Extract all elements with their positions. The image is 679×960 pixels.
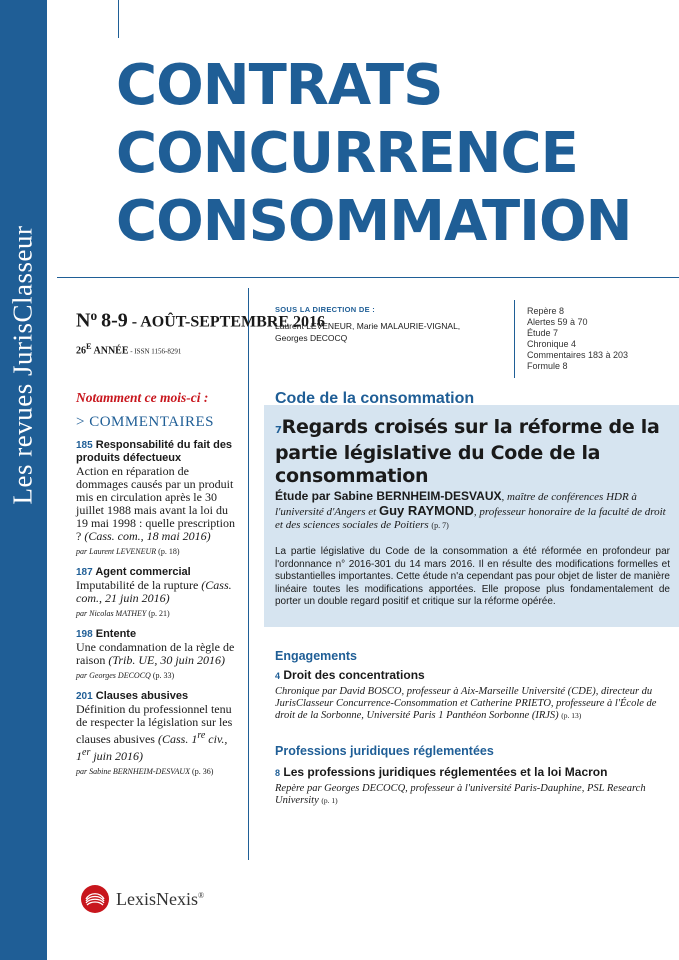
entry-author: par Sabine BERNHEIM-DESVAUX <box>76 767 191 776</box>
feature-author-2: Guy RAYMOND <box>379 503 474 518</box>
contents-item: Étude 7 <box>527 328 559 338</box>
feature-byline: Étude par Sabine BERNHEIM-DESVAUX, maître de conférences HDR à l'université d'Angers et Guy RAYMOND, professeur honoraire de la faculté de droit et des sciences sociales de Poitiers (p. 7) <box>275 489 666 531</box>
commentary-entry <box>76 690 236 776</box>
contents-item: Repère 8 <box>527 306 565 316</box>
highlights-heading: Notamment ce mois-ci : <box>76 390 209 405</box>
feature-section-label: Code de la consommation <box>275 390 475 407</box>
logo-text: LexisNexis® <box>116 888 205 909</box>
contents-list <box>527 306 628 372</box>
entry-page: (p. 36) <box>192 767 214 776</box>
commentaires-heading: > COMMENTAIRES <box>76 414 215 430</box>
highlights-column <box>76 390 236 786</box>
issue-o: o <box>90 308 98 323</box>
professions-heading: Professions juridiques réglementées <box>275 744 494 758</box>
contents-item: Commentaires 183 à 203 <box>527 350 629 360</box>
entry-page: (p. 18) <box>158 547 180 556</box>
entry-title: Entente <box>95 628 137 640</box>
issue-year-prefix: 26 <box>76 345 86 357</box>
engagements-article-body: Chronique par David BOSCO, professeur à Aix-Marseille Université (CDE), directeur du JurisClasseur Concurrence-Consommation et Catherine PRIETO, professeure à l'École de droit de la Sorbonne, Université Paris 1 Panthéon Sorbonne (IRJS) (p. 13) <box>275 686 657 721</box>
commentary-entry <box>76 628 236 680</box>
entry-citation: (Cass. com., 18 mai 2016) <box>84 529 211 543</box>
entry-body: Une condamnation de la règle de raison <box>76 640 235 667</box>
masthead-line-1: CONTRATS <box>116 53 443 118</box>
masthead-line-2: CONCURRENCE <box>116 121 578 186</box>
publisher-logo <box>80 884 204 914</box>
masthead-line-3: CONSOMMATION <box>116 189 632 254</box>
entry-number: 201 <box>76 691 93 702</box>
contents-item: Alertes 59 à 70 <box>527 317 588 327</box>
masthead <box>116 52 631 256</box>
entry-title: Agent commercial <box>95 566 191 578</box>
column-divider <box>248 288 249 860</box>
issue-year-suffix: ANNÉE <box>91 345 129 357</box>
issue-year-sup: E <box>86 342 92 352</box>
entry-citation: (Trib. UE, 30 juin 2016) <box>108 653 225 667</box>
masthead-rule <box>57 277 679 278</box>
lexisnexis-logo-icon <box>80 884 110 914</box>
entry-page: (p. 33) <box>152 671 175 680</box>
direction-names: Laurent LEVENEUR, Marie MALAURIE-VIGNAL, Georges DECOCQ <box>275 321 461 343</box>
professions-article-title: 8 Les professions juridiques réglementées et la loi Macron <box>275 765 608 779</box>
contents-item: Chronique 4 <box>527 339 577 349</box>
top-divider <box>118 0 119 38</box>
engagements-article-title: 4 Droit des concentrations <box>275 668 425 682</box>
entry-citation: (Cass. com., 21 juin 2016) <box>76 578 232 605</box>
contents-divider <box>514 300 515 378</box>
entry-body: Action en réparation de dommages causés par un produit mis en circulation après le 30 juillet 1988 mais avant la loi du 19 mai 1998 : quelle prescription ? <box>76 464 235 543</box>
sidebar-band <box>0 0 47 960</box>
issue-number: 8-9 <box>101 309 128 332</box>
entry-title: Clauses abusives <box>95 690 189 702</box>
professions-article-body: Repère par Georges DECOCQ, professeur à l'université Paris-Dauphine, PSL Research University (p. 1) <box>275 783 646 806</box>
sidebar-title: Les revues JurisClasseur <box>7 225 38 505</box>
entry-number: 185 <box>76 440 93 451</box>
feature-title: 7Regards croisés sur la réforme de la partie législative du Code de la consommation <box>275 416 660 487</box>
entry-body: Définition du professionnel tenu de respecter la législation sur les clauses abusives <box>76 702 233 746</box>
commentary-entry <box>76 566 236 618</box>
feature-page: (p. 7) <box>431 521 449 530</box>
entry-author: par Nicolas MATHEY <box>76 609 147 618</box>
direction-label: SOUS LA DIRECTION DE : <box>275 305 376 314</box>
feature-number: 7 <box>275 425 282 436</box>
editorial-direction <box>275 305 475 344</box>
entry-number: 187 <box>76 567 93 578</box>
entry-number: 198 <box>76 629 93 640</box>
entry-author: par Georges DECOCQ <box>76 671 151 680</box>
issue-period: - AOÛT-SEPTEMBRE 2016 <box>127 313 326 331</box>
entry-page: (p. 21) <box>148 609 170 618</box>
issue-issn: - ISSN 1156-8291 <box>128 347 182 356</box>
engagements-heading: Engagements <box>275 649 357 663</box>
feature-summary: La partie législative du Code de la consommation a été réformée en profondeur par l'ordonnance n° 2016-301 du 14 mars 2016. Il en résulte des modifications formelles et substantielles importantes. Cette étude n'a cependant pas pour objet de lister de manière linéaire toutes les modifications apportées. Elle propose plus fondamentalement de porter un double regard positif et critique sur la réforme opérée. <box>275 546 670 607</box>
issue-n: N <box>76 309 91 332</box>
commentary-entry <box>76 439 236 556</box>
entry-author: par Laurent LEVENEUR <box>76 547 157 556</box>
entry-title: Responsabilité du fait des produits défectueux <box>76 439 233 464</box>
entry-body: Imputabilité de la rupture <box>76 578 199 592</box>
feature-author-1: Sabine BERNHEIM-DESVAUX <box>333 489 502 503</box>
entry-citation: (Cass. 1re civ., 1er juin 2016) <box>76 730 228 763</box>
contents-item: Formule 8 <box>527 361 568 371</box>
